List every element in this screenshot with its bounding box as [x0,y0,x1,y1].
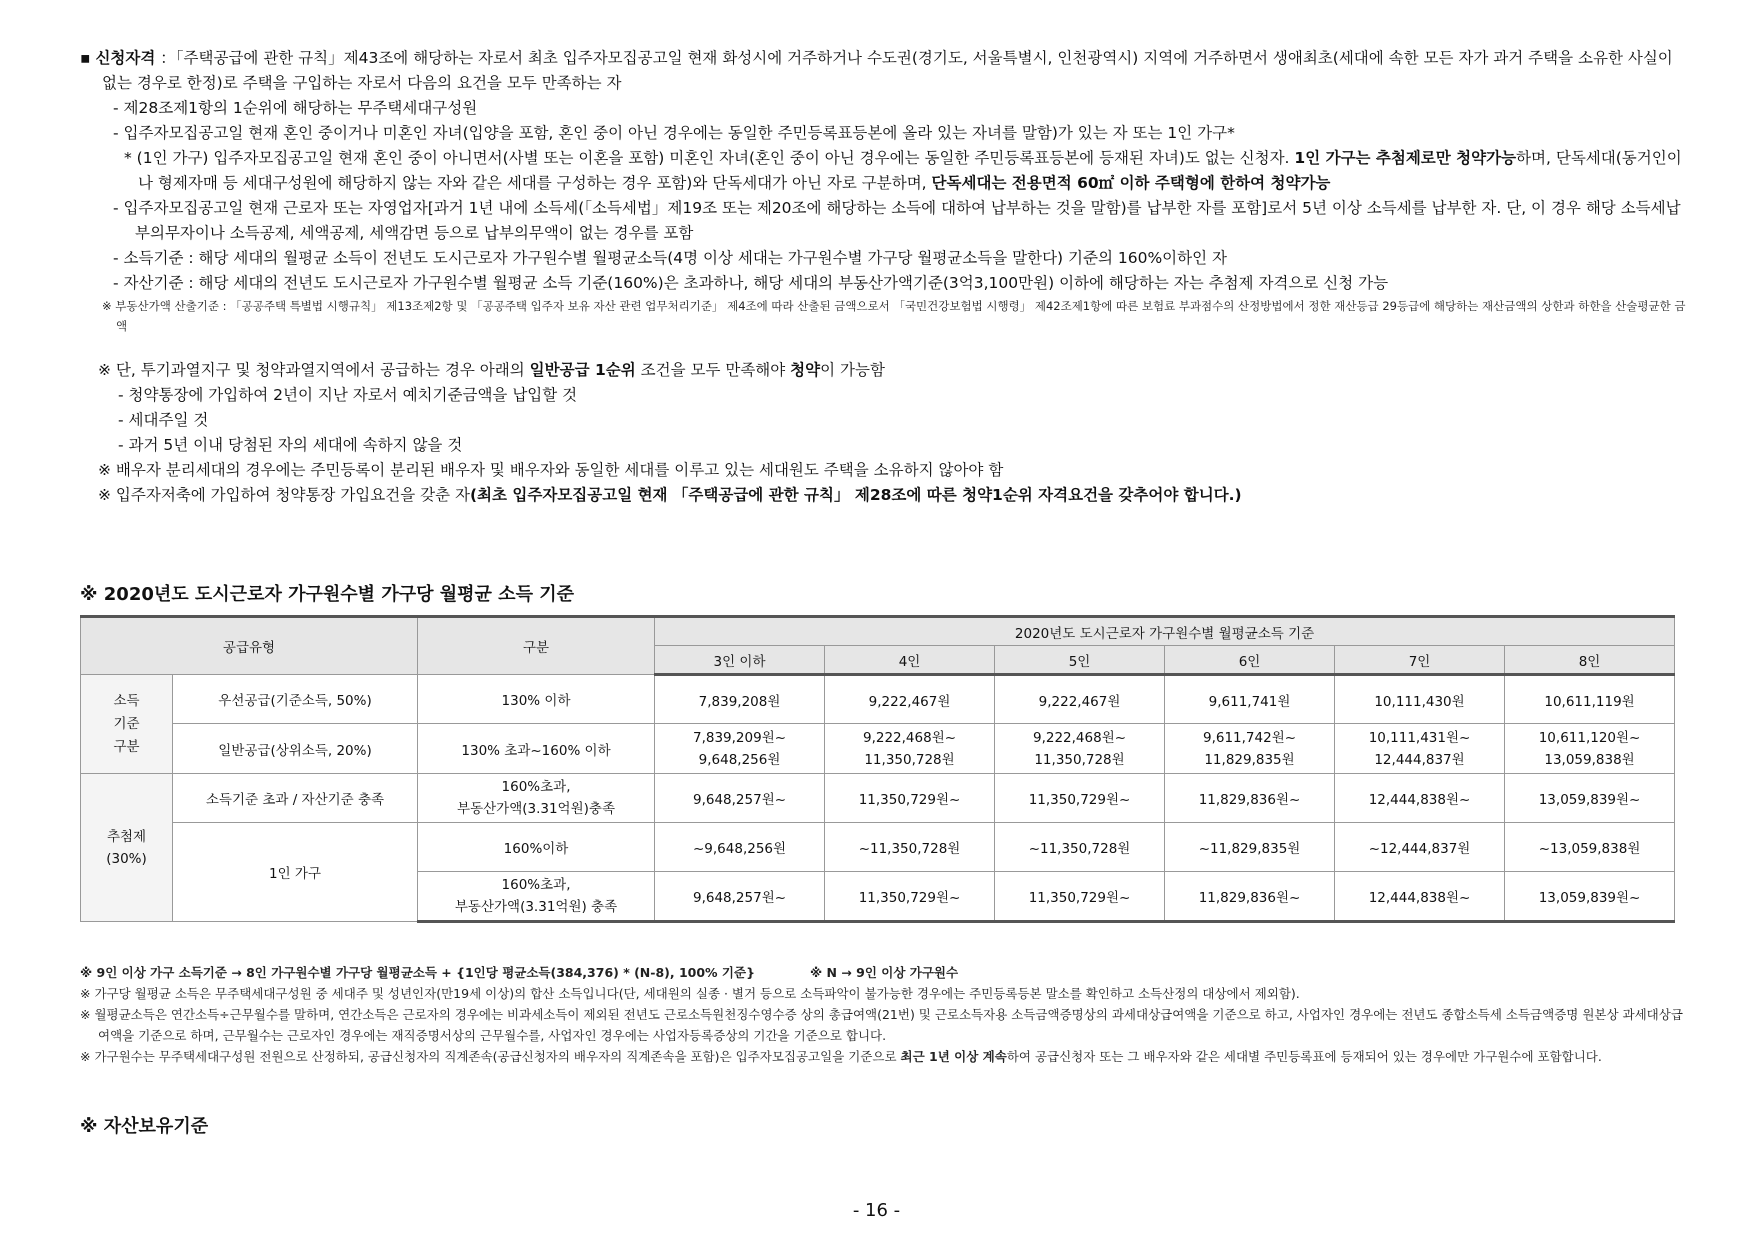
column-header: 3인 이하 [655,646,825,675]
page-number: - 16 - [852,1200,901,1221]
table-row [81,724,1675,774]
table-cell: ~13,059,838원 [1505,823,1675,872]
table-cell: 10,611,119원 [1505,675,1675,724]
condition-1: - 제28조제1항의 1순위에 해당하는 무주택세대구성원 [113,99,478,117]
table-row [81,774,1675,823]
table-cell: 10,111,430원 [1335,675,1505,724]
group-income-criteria: 소득 기준 구분 [81,675,173,774]
table-row [81,823,1675,872]
table-cell: 9,648,257원~ [655,774,825,823]
note-text: 조건을 모두 만족해야 [635,361,791,379]
qualification-text: ：「주택공급에 관한 규칙」제43조에 해당하는 자로서 최초 입주자모집공고일 현재 화성시에 거주하거나 수도권(경기도, 서울특별시, 인천광역시) 지역에 거주하면서 생애최초(세대에 속한 모든 자가 과거 주택을 소유한 사실이 없는 경우로 한정)로 주택을 구입하는 자로서 다음의 요건을 모두 만족하는 자 [102,49,1673,92]
note-bold: 청약 [790,361,821,379]
table-cell: ~9,648,256원 [655,823,825,872]
table-cell: 13,059,839원~ [1505,872,1675,922]
note-text: 이 가능함 [820,361,885,379]
table-cell: 13,059,839원~ [1505,774,1675,823]
table-cell: ~11,350,728원 [825,823,995,872]
column-header: 5인 [995,646,1165,675]
table-cell: 11,350,729원~ [825,774,995,823]
table-cell: 9,222,468원~ 11,350,728원 [995,724,1165,774]
note-text: ※ 입주자저축에 가입하여 청약통장 가입요건을 갖춘 자 [98,486,470,504]
table-cell: 9,222,467원 [995,675,1165,724]
note-sub-1: - 청약통장에 가입하여 2년이 지난 자로서 예치기준금액을 납입할 것 [118,386,578,404]
header-supply-type: 공급유형 [81,617,418,675]
income-notes [80,962,1690,1067]
header-division: 구분 [418,617,655,675]
header-income-group: 2020년도 도시근로자 가구원수별 월평균소득 기준 [655,617,1675,646]
column-header: 6인 [1165,646,1335,675]
row-type: 일반공급(상위소득, 20%) [173,724,418,774]
note-income-members: ※ 가구당 월평균 소득은 무주택세대구성원 중 세대주 및 성년인자(만19세 이상)의 합산 소득입니다(단, 세대원의 실종 · 별거 등으로 소득파악이 불가능한 경우에는 주민등록등본 말소를 확인하고 소득산정의 대상에서 제외함). [80,986,1300,1001]
note-text: * (1인 가구) 입주자모집공고일 현재 혼인 중이 아니면서(사별 또는 이혼을 포함) 미혼인 자녀(혼인 중이 아닌 경우에는 동일한 주민등록표등본에 등재된 자녀)도 없는 신청자. [124,149,1295,167]
table-cell: 11,350,729원~ [995,774,1165,823]
note-household-count [80,1046,1690,1067]
table-cell: 10,111,431원~ 12,444,837원 [1335,724,1505,774]
note-bold: 최근 1년 이상 계속 [900,1049,1007,1064]
table-cell: 9,611,742원~ 11,829,835원 [1165,724,1335,774]
row-division: 130% 이하 [418,675,655,724]
row-type: 우선공급(기준소득, 50%) [173,675,418,724]
table-row [81,675,1675,724]
income-table [80,615,1675,923]
note-bold: ※ N → 9인 이상 가구원수 [809,965,959,980]
note-monthly-income: ※ 월평균소득은 연간소득÷근무월수를 말하며, 연간소득은 근로자의 경우에는 비과세소득이 제외된 전년도 근로소득원천징수영수증 상의 총급여액(21번) 및 근로소득자용 소득금액증명상의 과세대상급여액을 기준으로 하고, 사업자인 경우에는 전년도 종합소득세 소득금액증명 원본상 과세대상급여액을 기준으로 하며, 근무월수는 근로자인 경우에는 재직증명서상의 근무월수를, 사업자인 경우에는 사업자등록증상의 기간을 기준으로 합니다. [80,1007,1683,1043]
note-bold: 일반공급 1순위 [529,361,636,379]
column-header: 7인 [1335,646,1505,675]
table-cell: 9,222,468원~ 11,350,728원 [825,724,995,774]
note-spouse: ※ 배우자 분리세대의 경우에는 주민등록이 분리된 배우자 및 배우자와 동일한 세대를 이루고 있는 세대원도 주택을 소유하지 않아야 함 [98,461,1004,479]
table-cell: 11,829,836원~ [1165,872,1335,922]
condition-2: - 입주자모집공고일 현재 혼인 중이거나 미혼인 자녀(입양을 포함, 혼인 중이 아닌 경우에는 동일한 주민등록표등본에 올라 있는 자녀를 말함)가 있는 자 또는 1인 가구* [113,124,1235,142]
note-text: 하며, 단독세대(동거인이나 형제자매 등 세대구성원에 해당하지 않는 자와 같은 세대를 구성하는 경우 포함)와 단독세대가 아닌 자로 구분하며, [138,149,1682,192]
note-large-household [80,962,1690,983]
asset-calc-footnote: ※ 부동산가액 산출기준 : 「공공주택 특별법 시행규칙」 제13조제2항 및 「공공주택 입주자 보유 자산 관련 업무처리기준」 제4조에 따라 산출된 금액으로서 「국민건강보험법 시행령」 제42조제1항에 따른 보험료 부과점수의 산정방법에서 정한 재산등급 29등급에 해당하는 재산금액의 상한과 하한을 산술평균한 금액 [102,299,1686,333]
table-cell: 9,611,741원 [1165,675,1335,724]
table-cell: 9,222,467원 [825,675,995,724]
row-division: 130% 초과~160% 이하 [418,724,655,774]
table-cell: 7,839,209원~ 9,648,256원 [655,724,825,774]
table-cell: 12,444,838원~ [1335,774,1505,823]
note-bold: ※ 9인 이상 가구 소득기준 → 8인 가구원수별 가구당 월평균소득 + {1인당 평균소득(384,376) * (N-8), 100% 기준} [80,965,755,980]
table-cell: 9,648,257원~ [655,872,825,922]
qualification-item: ▪ 신청자격 ：「주택공급에 관한 규칙」제43조에 해당하는 자로서 최초 입주자모집공고일 현재 화성시에 거주하거나 수도권(경기도, 서울특별시, 인천광역시) 지역에 거주하면서 생애최초(세대에 속한 모든 자가 과거 주택을 소유한 사실이 없는 경우로 한정)로 주택을 구입하는 자로서 다음의 요건을 모두 만족하는 자 [80,49,1673,92]
table-cell: 12,444,838원~ [1335,872,1505,922]
column-header: 4인 [825,646,995,675]
condition-4: - 소득기준 : 해당 세대의 월평균 소득이 전년도 도시근로자 가구원수별 월평균소득(4명 이상 세대는 가구원수별 가구당 월평균소득을 말한다) 기준의 160%이하인 자 [113,249,1227,267]
row-type: 1인 가구 [173,823,418,922]
note-savings [98,483,1690,508]
qualification-label: 신청자격 [95,49,156,67]
table-cell: 11,829,836원~ [1165,774,1335,823]
row-type: 소득기준 초과 / 자산기준 충족 [173,774,418,823]
row-division: 160%초과, 부동산가액(3.31억원) 충족 [418,872,655,922]
condition-2-note [80,146,1690,196]
column-header: 8인 [1505,646,1675,675]
note-sub-2: - 세대주일 것 [118,411,209,429]
asset-section-title: ※ 자산보유기준 [80,1116,209,1137]
note-bold: (최초 입주자모집공고일 현재 「주택공급에 관한 규칙」 제28조에 따른 청약1순위 자격요건을 갖추어야 합니다.) [469,486,1242,504]
note-text: ※ 단, 투기과열지구 및 청약과열지역에서 공급하는 경우 아래의 [98,361,530,379]
table-cell: ~11,350,728원 [995,823,1165,872]
income-section-title: ※ 2020년도 도시근로자 가구원수별 가구당 월평균 소득 기준 [80,584,574,605]
group-lottery: 추첨제 (30%) [81,774,173,922]
note-bold: 단독세대는 전용면적 60㎡ 이하 주택형에 한하여 청약가능 [931,174,1331,192]
table-cell: 10,611,120원~ 13,059,838원 [1505,724,1675,774]
table-cell: 11,350,729원~ [995,872,1165,922]
note-text: 하여 공급신청자 또는 그 배우자와 같은 세대별 주민등록표에 등재되어 있는 경우에만 가구원수에 포함합니다. [1006,1049,1602,1064]
qualifications-section [80,46,1690,508]
row-division: 160%초과, 부동산가액(3.31억원)충족 [418,774,655,823]
condition-5: - 자산기준 : 해당 세대의 전년도 도시근로자 가구원수별 월평균 소득 기준(160%)은 초과하나, 해당 세대의 부동산가액기준(3억3,100만원) 이하에 해당하는 자는 추첨제 자격으로 신청 가능 [113,274,1389,292]
note-bold: 1인 가구는 추첨제로만 청약가능 [1294,149,1517,167]
condition-3: - 입주자모집공고일 현재 근로자 또는 자영업자[과거 1년 내에 소득세(「소득세법」제19조 또는 제20조에 해당하는 소득에 대하여 납부하는 것을 말함)를 납부한 자를 포함]로서 5년 이상 소득세를 납부한 자. 단, 이 경우 해당 소득세납부의무자이나 소득공제, 세액공제, 세액감면 등으로 납부의무액이 없는 경우를 포함 [113,199,1681,242]
note-sub-3: - 과거 5년 이내 당첨된 자의 세대에 속하지 않을 것 [118,436,463,454]
table-cell: ~12,444,837원 [1335,823,1505,872]
note-text: ※ 가구원수는 무주택세대구성원 전원으로 산정하되, 공급신청자의 직계존속(공급신청자의 배우자의 직계존속을 포함)은 입주자모집공고일을 기준으로 [80,1049,901,1064]
table-cell: 7,839,208원 [655,675,825,724]
row-division: 160%이하 [418,823,655,872]
table-cell: 11,350,729원~ [825,872,995,922]
table-cell: ~11,829,835원 [1165,823,1335,872]
note-overheated-area [98,358,1690,383]
